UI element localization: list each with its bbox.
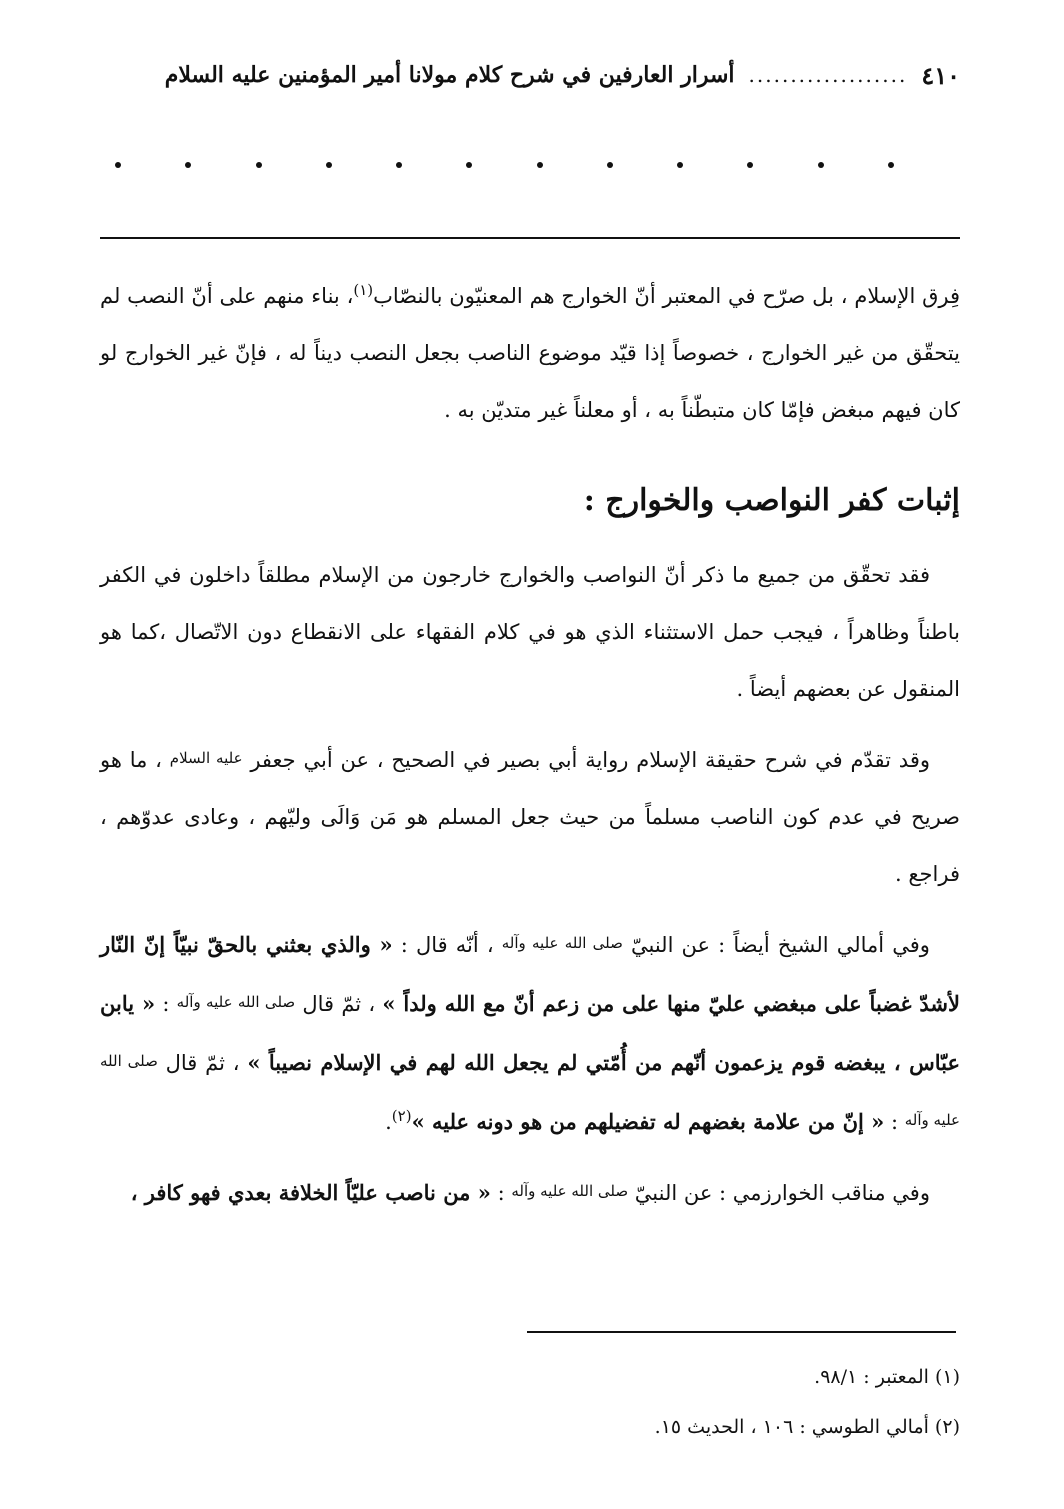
honorific-symbol: صلى الله عليه وآله	[176, 993, 296, 1011]
ornament-dot	[747, 162, 753, 168]
paragraph-text: :	[890, 1110, 899, 1134]
running-title: أسرار العارفين في شرح كلام مولانا أمير المؤمنين عليه السلام	[164, 62, 735, 88]
footnote-2: (٢) أمالي الطوسي : ١٠٦ ، الحديث ١٥.	[654, 1416, 960, 1438]
paragraph-text: ، أنّه قال :	[400, 933, 494, 957]
hadith-quote: « يابن عبّاس ، يبغضه قوم يزعمون أنّهم من أُمّتي لم يجعل الله لهم في الإسلام نصيباً »	[100, 991, 960, 1075]
header-leader: ...................	[748, 63, 908, 87]
ornament-dot	[326, 162, 332, 168]
paragraph-text: ، ثمّ قال	[302, 992, 376, 1016]
paragraph-5	[100, 1163, 960, 1222]
footnotes	[100, 1352, 960, 1452]
hadith-quote: « إنّ من علامة بغضهم له تفضيلهم من هو دونه عليه »	[411, 1109, 885, 1134]
ornament-dot	[466, 162, 472, 168]
footnote-ref-2[interactable]: (٢)	[391, 1107, 412, 1125]
paragraph-text: :	[497, 1181, 505, 1205]
ornament-dot	[256, 162, 262, 168]
section-heading: إثبات كفر النواصب والخوارج :	[583, 483, 960, 518]
ornament-dot	[607, 162, 613, 168]
paragraph-1	[100, 268, 960, 439]
paragraph-4	[100, 915, 960, 1151]
paragraph-text: :	[162, 992, 170, 1016]
footnote-divider	[527, 1331, 956, 1333]
ornament-dot	[888, 162, 894, 168]
paragraph-text: ، ما هو صريح في عدم كون الناصب مسلماً من حيث جعل المسلم هو مَن وَالَى وليّهم ، وعادى عدوّهم ، فراجع .	[100, 748, 960, 886]
honorific-symbol: صلى الله عليه وآله	[501, 934, 623, 952]
ornament-dot	[677, 162, 683, 168]
page-number: ٤١٠	[921, 60, 960, 90]
honorific-symbol: صلى الله عليه وآله	[100, 1052, 960, 1129]
footnote-ref-1[interactable]: (١)	[353, 281, 374, 299]
page-header	[100, 55, 960, 95]
honorific-symbol: صلى الله عليه وآله	[511, 1182, 629, 1200]
header-divider	[100, 237, 960, 239]
paragraph-2: فقد تحقّق من جميع ما ذكر أنّ النواصب والخوارج خارجون من الإسلام مطلقاً داخلون في الكفر باطناً وظاهراً ، فيجب حمل الاستثناء الذي هو في كلام الفقهاء على الانقطاع دون الاتّصال ،كما هو المنقول عن بعضهم أيضاً .	[100, 563, 960, 701]
hadith-quote: « والذي بعثني بالحقّ نبيّاً إنّ النّار لأشدّ غضباً على مبغضي عليّ منها على من زعم أنّ مع الله ولداً »	[100, 932, 960, 1016]
paragraph-3	[100, 730, 960, 903]
paragraph-text: فِرق الإسلام ، بل صرّح في المعتبر أنّ الخوارج هم المعنيّون بالنصّاب	[373, 284, 961, 308]
paragraph-text: ، ثمّ قال	[165, 1051, 240, 1075]
main-text	[100, 268, 960, 1222]
paragraph-text: ، بناء منهم على أنّ النصب لم يتحقّق من غير الخوارج ، خصوصاً إذا قيّد موضوع الناصب بجعل النصب ديناً له ، فإنّ غير الخوارج لو كان فيهم مبغض فإمّا كان متبطّناً به ، أو معلناً غير متديّن به .	[100, 284, 960, 422]
ornament-dot	[537, 162, 543, 168]
footnote-1: (١) المعتبر : ٩٨/١.	[814, 1366, 960, 1388]
paragraph-text: وفي مناقب الخوارزمي : عن النبيّ	[634, 1181, 930, 1205]
hadith-quote: « من ناصب عليّاً الخلافة بعدي فهو كافر ،	[130, 1180, 491, 1205]
honorific-symbol: عليه السلام	[169, 749, 243, 767]
ornament-dot	[115, 162, 121, 168]
ornament-dots	[100, 150, 960, 180]
ornament-dot	[396, 162, 402, 168]
paragraph-text: .	[385, 1110, 392, 1134]
paragraph-text: وقد تقدّم في شرح حقيقة الإسلام رواية أبي بصير في الصحيح ، عن أبي جعفر	[250, 748, 930, 772]
paragraph-text: وفي أمالي الشيخ أيضاً : عن النبيّ	[631, 933, 930, 957]
ornament-dot	[818, 162, 824, 168]
ornament-dot	[185, 162, 191, 168]
